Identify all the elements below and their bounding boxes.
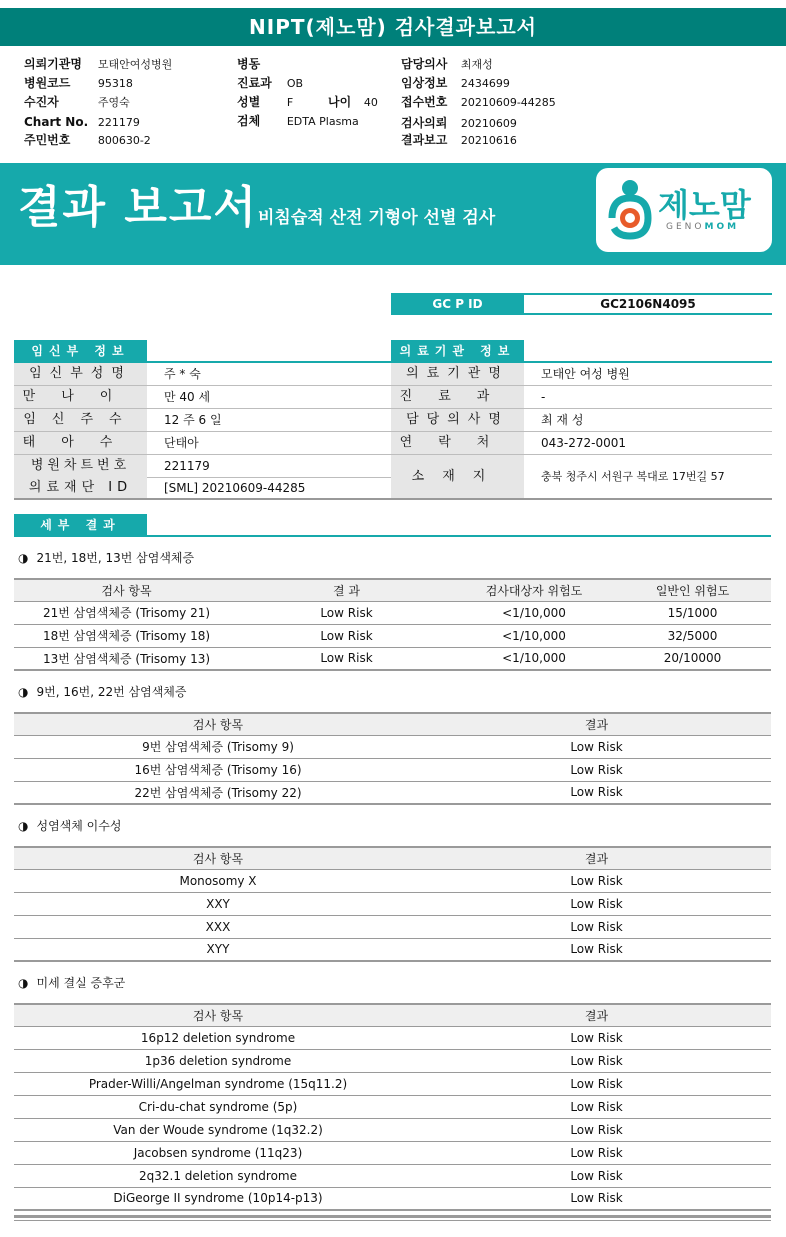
table-row: 13번 삼염색체증 (Trisomy 13) Low Risk <1/10,000 20/10000: [14, 647, 771, 670]
col-test-item: 검사 항목: [14, 713, 422, 735]
col-result: 결 과: [239, 579, 454, 601]
info-row-hospital-name: 의료기관명 모태안 여성 병원: [391, 363, 772, 386]
field-chart-no: Chart No. 221179: [24, 115, 140, 129]
table-row: Van der Woude syndrome (1q32.2) Low Risk: [14, 1118, 771, 1141]
field-ward: 병동: [237, 57, 261, 71]
field-patient: 수진자 주영숙: [24, 95, 130, 109]
table-row: 1p36 deletion syndrome Low Risk: [14, 1049, 771, 1072]
detail-results-title: 세부 결과: [14, 514, 147, 536]
logo-english: GENOMOM: [666, 222, 740, 232]
field-requesting-org: 의뢰기관명 모태안여성병원: [24, 57, 173, 71]
half-circle-icon: ◑: [18, 819, 29, 833]
table-row: XYY Low Risk: [14, 938, 771, 961]
hospital-info-bottom-line: [391, 498, 772, 500]
hospital-info-title: 의료기관 정보: [391, 340, 524, 362]
pregnant-info-bottom-line: [14, 498, 391, 500]
info-row-foundation-id: 의료재단 ID [SML] 20210609-44285: [14, 477, 391, 500]
table-row: 18번 삼염색체증 (Trisomy 18) Low Risk <1/10,000 32/5000: [14, 624, 771, 647]
col-test-item: 검사 항목: [14, 1004, 422, 1026]
gcp-id-value: GC2106N4095: [524, 293, 772, 315]
table-row: Prader-Willi/Angelman syndrome (15q11.2) Low Risk: [14, 1072, 771, 1095]
table-row: 9번 삼염색체증 (Trisomy 9) Low Risk: [14, 735, 771, 758]
table-row: 2q32.1 deletion syndrome Low Risk: [14, 1164, 771, 1187]
table-row: XXX Low Risk: [14, 915, 771, 938]
col-result: 결과: [422, 847, 771, 869]
table-row: 16p12 deletion syndrome Low Risk: [14, 1026, 771, 1049]
table-row: XXY Low Risk: [14, 892, 771, 915]
trisomy-minor-table: [14, 712, 771, 805]
col-result: 결과: [422, 1004, 771, 1026]
group4-title: ◑ 미세 결실 증후군: [18, 976, 126, 990]
trisomy-major-table: [14, 578, 771, 671]
half-circle-icon: ◑: [18, 551, 29, 565]
table-row: Cri-du-chat syndrome (5p) Low Risk: [14, 1095, 771, 1118]
table-row: 21번 삼염색체증 (Trisomy 21) Low Risk <1/10,000 15/1000: [14, 601, 771, 624]
report-title-bar: [0, 8, 786, 46]
field-hospital-code: 병원코드 95318: [24, 76, 133, 90]
genomom-logo-icon: [608, 178, 654, 240]
field-request-date: 검사의뢰 20210609: [401, 116, 517, 130]
field-department: 진료과 OB: [237, 76, 304, 90]
table-row: Jacobsen syndrome (11q23) Low Risk: [14, 1141, 771, 1164]
half-circle-icon: ◑: [18, 976, 29, 990]
gcp-id-label: GC P ID: [391, 293, 524, 315]
info-row-pregnant-name: 임신부성명 주 * 숙: [14, 363, 391, 386]
table-row: 22번 삼염색체증 (Trisomy 22) Low Risk: [14, 781, 771, 804]
sex-chromosome-table: [14, 846, 771, 962]
field-resident-no: 주민번호 800630-2: [24, 133, 151, 147]
banner-subtitle: 비침습적 산전 기형아 선별 검사: [258, 208, 496, 228]
field-specimen: 검체 EDTA Plasma: [237, 114, 359, 128]
info-row-department: 진료과 -: [391, 386, 772, 409]
col-result: 결과: [422, 713, 771, 735]
field-clinical-info: 임상정보 2434699: [401, 76, 510, 90]
table-row: Monosomy X Low Risk: [14, 869, 771, 892]
info-row-fetus-count: 태아수 단태아: [14, 432, 391, 455]
microdeletion-table: [14, 1003, 771, 1211]
group1-title: ◑ 21번, 18번, 13번 삼염색체증: [18, 551, 195, 565]
field-report-date: 결과보고 20210616: [401, 133, 517, 147]
field-sex: 성별 F: [237, 95, 294, 109]
detail-results-divider: [14, 535, 771, 537]
field-doctor: 담당의사 최재성: [401, 57, 493, 71]
address-label: 소재지: [391, 455, 524, 499]
info-row-gestation: 임신주수 12 주 6 일: [14, 409, 391, 432]
report-title: NIPT(제노맘) 검사결과보고서: [249, 15, 537, 39]
info-row-age: 만나이 만 40 세: [14, 386, 391, 409]
field-receipt-no: 접수번호 20210609-44285: [401, 95, 556, 109]
table-row: 16번 삼염색체증 (Trisomy 16) Low Risk: [14, 758, 771, 781]
field-age: 나이 40: [328, 95, 378, 109]
col-test-item: 검사 항목: [14, 579, 239, 601]
half-circle-icon: ◑: [18, 685, 29, 699]
address-value: 충북 청주시 서원구 복대로 17번길 57: [541, 470, 725, 483]
footer-rule-thin: [14, 1220, 771, 1221]
logo-text: 제노맘: [658, 186, 751, 224]
col-subject-risk: 검사대상자 위험도: [454, 579, 614, 601]
col-test-item: 검사 항목: [14, 847, 422, 869]
table-row: DiGeorge II syndrome (10p14-p13) Low Risk: [14, 1187, 771, 1210]
col-general-risk: 일반인 위험도: [614, 579, 771, 601]
genomom-logo: [596, 168, 772, 252]
pregnant-info-title: 임신부 정보: [14, 340, 147, 362]
group2-title: ◑ 9번, 16번, 22번 삼염색체증: [18, 685, 187, 699]
top-fields: [0, 54, 786, 164]
group3-title: ◑ 성염색체 이수성: [18, 819, 122, 833]
info-row-chart-no: 병원차트번호 221179: [14, 455, 391, 478]
banner-title: 결과 보고서: [18, 182, 258, 233]
info-row-contact: 연락처 043-272-0001: [391, 432, 772, 455]
footer-rule: [14, 1215, 771, 1218]
info-row-doctor-name: 담당의사명 최 재 성: [391, 409, 772, 432]
